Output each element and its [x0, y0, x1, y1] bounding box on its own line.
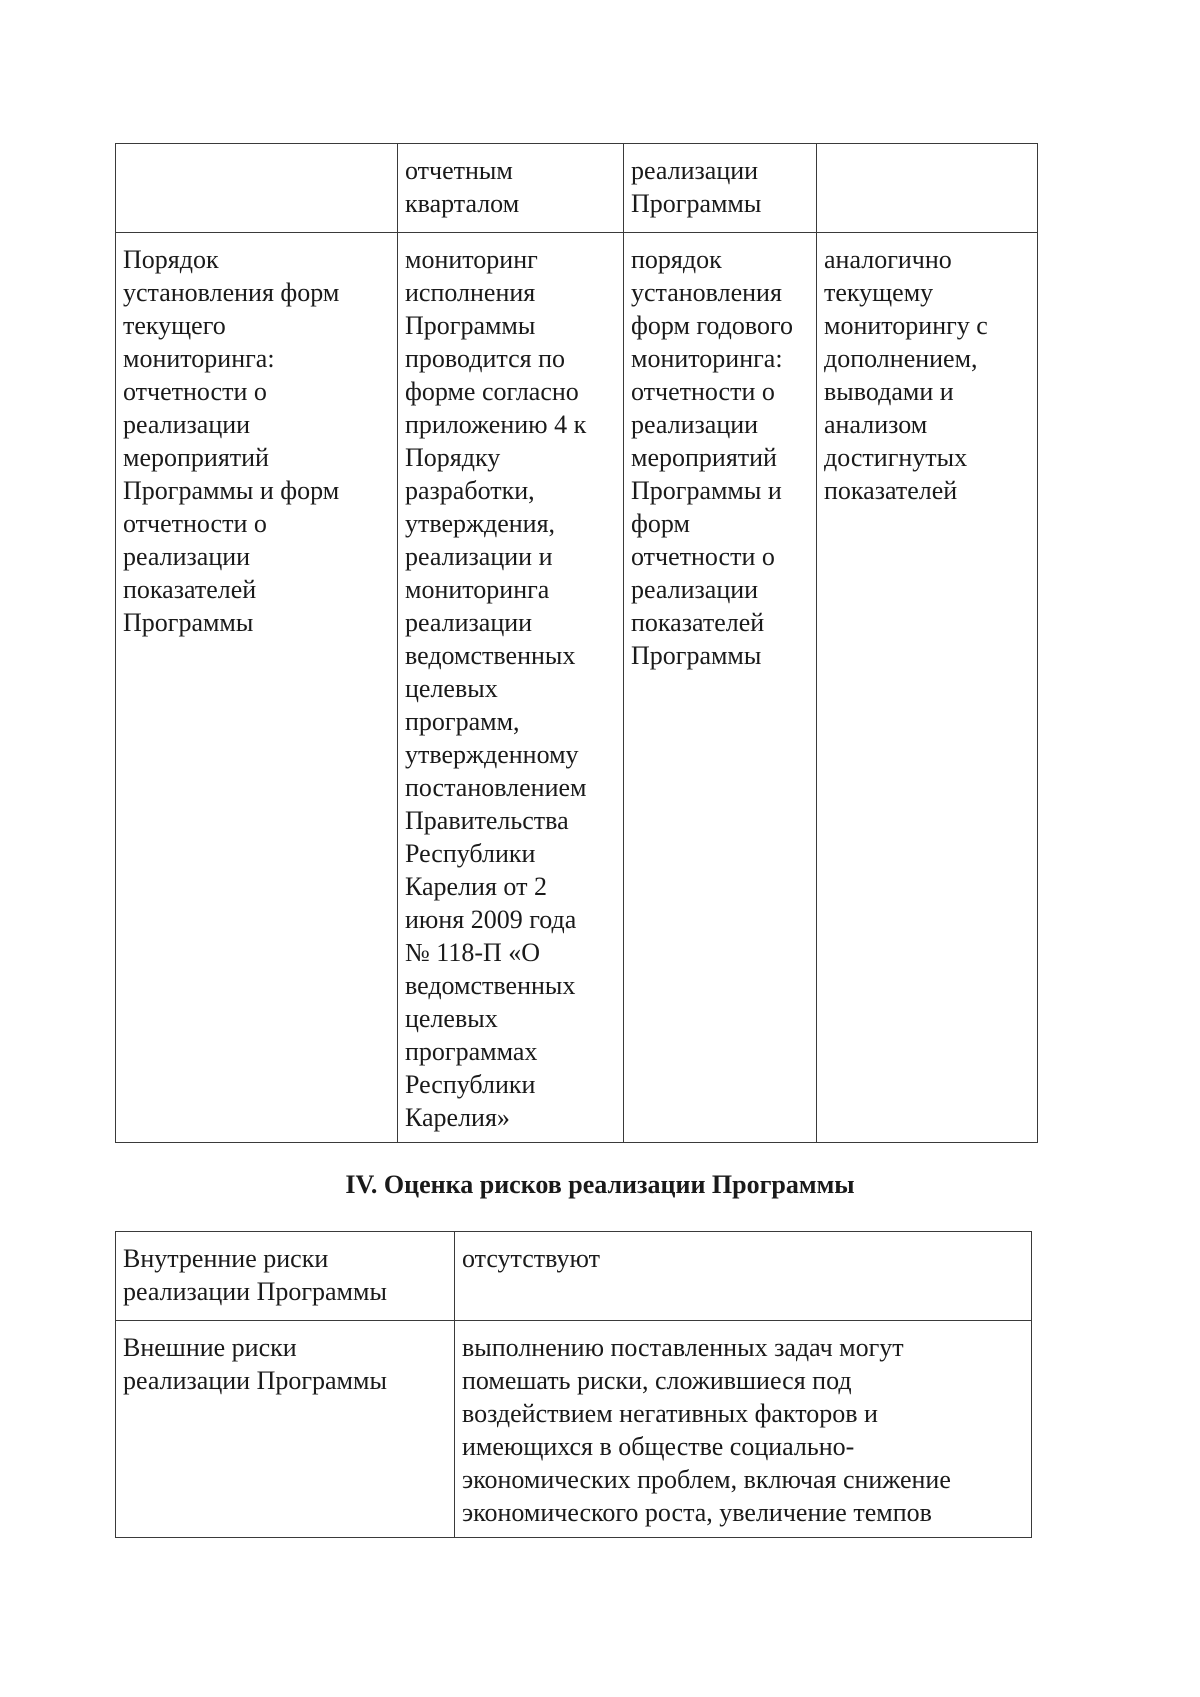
table-row — [116, 1232, 1032, 1321]
cell-text-line: выполнению поставленных задач могут — [462, 1333, 904, 1362]
cell-text-line: Республики — [405, 839, 536, 868]
cell-text-line: достигнутых — [824, 443, 968, 472]
cell-text-line: экономического роста, увеличение темпов — [462, 1498, 932, 1527]
cell-text-line: порядок — [631, 245, 722, 274]
table-cell — [116, 144, 398, 233]
table-row — [116, 144, 1038, 233]
cell-text-line: форм — [631, 509, 690, 538]
cell-text-line: постановлением — [405, 773, 587, 802]
cell-text-line: Правительства — [405, 806, 569, 835]
cell-text-line: мониторинга: — [631, 344, 783, 373]
cell-text-line: Программы — [631, 641, 762, 670]
cell-text-line: показателей — [631, 608, 765, 637]
cell-text-line: отсутствуют — [462, 1244, 600, 1273]
cell-text-line: приложению 4 к — [405, 410, 587, 439]
cell-text-line: Порядку — [405, 443, 501, 472]
risks-table — [115, 1231, 1032, 1538]
cell-text-line: показателей — [123, 575, 257, 604]
cell-text-line: отчетности о — [631, 542, 775, 571]
table-cell — [116, 233, 398, 1143]
cell-text-line: помешать риски, сложившиеся под — [462, 1366, 852, 1395]
cell-text-line: ведомственных — [405, 971, 576, 1000]
cell-text-line: утверждения, — [405, 509, 556, 538]
table-row — [116, 1321, 1032, 1538]
cell-text-line: Программы — [405, 311, 536, 340]
section-heading: IV. Оценка рисков реализации Программы — [345, 1170, 855, 1199]
cell-text-line: проводится по — [405, 344, 565, 373]
cell-text-line: разработки, — [405, 476, 535, 505]
cell-text-line: имеющихся в обществе социально- — [462, 1432, 855, 1461]
cell-text-line: форм годового — [631, 311, 794, 340]
cell-text-line: форме согласно — [405, 377, 579, 406]
cell-text-line: реализации — [631, 575, 759, 604]
table-cell — [398, 233, 624, 1143]
cell-text-line: аналогично — [824, 245, 952, 274]
cell-text-line: Карелия от 2 — [405, 872, 547, 901]
cell-text-line: исполнения — [405, 278, 536, 307]
cell-text-line: дополнением, — [824, 344, 978, 373]
cell-text-line: № 118-П «О — [405, 938, 541, 967]
cell-text-line: реализации — [631, 156, 759, 185]
cell-text-line: Программы и форм — [123, 476, 340, 505]
cell-text-line: установления — [631, 278, 782, 307]
cell-text-line: Программы — [631, 189, 762, 218]
table-row — [116, 233, 1038, 1143]
cell-text-line: мероприятий — [123, 443, 269, 472]
cell-text-line: реализации и — [405, 542, 553, 571]
cell-text-line: целевых — [405, 674, 498, 703]
risk-type-cell — [116, 1232, 455, 1321]
cell-text-line: Карелия» — [405, 1103, 510, 1132]
cell-text-line: реализации — [405, 608, 533, 637]
cell-text-line: реализации Программы — [123, 1366, 387, 1395]
table-cell — [398, 144, 624, 233]
cell-text-line: реализации Программы — [123, 1277, 387, 1306]
cell-text-line: мониторингу с — [824, 311, 988, 340]
cell-text-line: целевых — [405, 1004, 498, 1033]
cell-text-line: Порядок — [123, 245, 219, 274]
table-cell — [817, 233, 1038, 1143]
cell-text-line: мониторинг — [405, 245, 538, 274]
cell-text-line: мероприятий — [631, 443, 777, 472]
cell-text-line: анализом — [824, 410, 928, 439]
cell-text-line: июня 2009 года — [405, 905, 577, 934]
risk-type-cell — [116, 1321, 455, 1538]
cell-text-line: программ, — [405, 707, 520, 736]
cell-text-line: отчетности о — [631, 377, 775, 406]
cell-text-line: Программы и — [631, 476, 782, 505]
table-cell — [624, 144, 817, 233]
cell-text-line: мониторинга — [405, 575, 550, 604]
monitoring-table — [115, 143, 1038, 1143]
cell-text-line: программах — [405, 1037, 538, 1066]
cell-text-line: воздействием негативных факторов и — [462, 1399, 878, 1428]
cell-text-line: отчетным — [405, 156, 513, 185]
cell-text-line: мониторинга: — [123, 344, 275, 373]
risk-description-cell — [455, 1232, 1032, 1321]
cell-text-line: экономических проблем, включая снижение — [462, 1465, 951, 1494]
cell-text-line: отчетности о — [123, 377, 267, 406]
cell-text-line: ведомственных — [405, 641, 576, 670]
cell-text-line: кварталом — [405, 189, 520, 218]
cell-text-line: Программы — [123, 608, 254, 637]
table-cell — [817, 144, 1038, 233]
cell-text-line: Внутренние риски — [123, 1244, 329, 1273]
cell-text-line: отчетности о — [123, 509, 267, 538]
cell-text-line: показателей — [824, 476, 958, 505]
cell-text-line: Республики — [405, 1070, 536, 1099]
cell-text-line: текущего — [123, 311, 226, 340]
cell-text-line: реализации — [631, 410, 759, 439]
risk-description-cell — [455, 1321, 1032, 1538]
cell-text-line: текущему — [824, 278, 934, 307]
table-cell — [624, 233, 817, 1143]
cell-text-line: утвержденному — [405, 740, 579, 769]
cell-text-line: реализации — [123, 542, 251, 571]
cell-text-line: реализации — [123, 410, 251, 439]
cell-text-line: установления форм — [123, 278, 340, 307]
cell-text-line: Внешние риски — [123, 1333, 297, 1362]
cell-text-line: выводами и — [824, 377, 954, 406]
